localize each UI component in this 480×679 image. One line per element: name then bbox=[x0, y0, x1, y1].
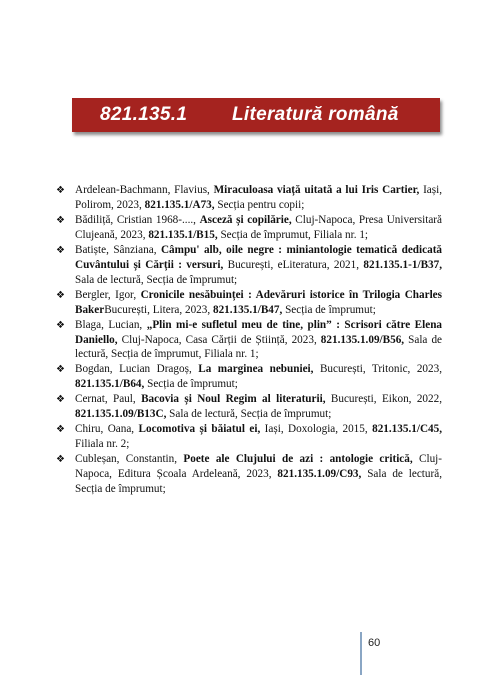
entry-call-number: 821.135.1/B47, bbox=[212, 303, 283, 316]
list-item bbox=[56, 213, 442, 243]
entry-author: Bădiliță, Cristian 1968-...., bbox=[75, 213, 196, 226]
entry-call-number: 821.135.1/B15, bbox=[148, 228, 218, 241]
diamond-ornament-icon: ❖ bbox=[56, 454, 65, 466]
entry-publication: București, Tritonic, 2023, bbox=[319, 363, 442, 376]
entry-call-number: 821.135.1.09/B13C, bbox=[75, 408, 167, 421]
entry-author: Cubleșan, Constantin, bbox=[75, 453, 178, 466]
entry-publication: Cluj-Napoca, Presa Universitară Clujeană, 2023, bbox=[75, 213, 443, 241]
entry-publication: Iași, Polirom, 2023, bbox=[75, 184, 443, 211]
entry-publication: București, Eikon, 2022, bbox=[330, 393, 443, 406]
list-item bbox=[56, 392, 442, 422]
entry-location: Filiala nr. 2; bbox=[75, 438, 130, 451]
section-header-banner bbox=[72, 98, 440, 132]
list-item bbox=[56, 362, 442, 392]
diamond-ornament-icon: ❖ bbox=[56, 364, 65, 376]
entry-location: Sala de lectură, Secția de împrumut; bbox=[75, 273, 238, 286]
entry-publication: Cluj-Napoca, Editura Școala Ardeleană, 2023, bbox=[75, 453, 442, 481]
section-code: 821.135.1 bbox=[100, 104, 188, 125]
diamond-ornament-icon: ❖ bbox=[56, 319, 65, 331]
entry-publication: București, Litera, 2023, bbox=[104, 303, 211, 316]
entry-call-number: 821.135.1/B64, bbox=[75, 378, 145, 391]
list-item bbox=[56, 422, 442, 452]
diamond-ornament-icon: ❖ bbox=[56, 394, 65, 406]
footer-divider bbox=[360, 632, 362, 675]
entry-author: Blaga, Lucian, bbox=[75, 318, 143, 331]
entry-author: Chiru, Oana, bbox=[75, 423, 135, 436]
list-item bbox=[56, 318, 442, 363]
entry-call-number: 821.135.1/C45, bbox=[372, 423, 443, 436]
list-item bbox=[56, 452, 442, 497]
entry-call-number: 821.135.1.09/B56, bbox=[320, 333, 405, 346]
entry-location: Sala de lectură, Secția de împrumut; bbox=[75, 468, 442, 496]
entry-author: Cernat, Paul, bbox=[75, 393, 136, 406]
entry-title: Asceză și copilărie, bbox=[199, 213, 292, 226]
entry-title: Bacovia și Noul Regim al literaturii, bbox=[141, 393, 326, 406]
entry-title: Locomotiva și băiatul ei, bbox=[138, 423, 261, 436]
entry-call-number: 821.135.1-1/B37, bbox=[363, 258, 443, 271]
entry-location: Secția de împrumut; bbox=[285, 303, 376, 316]
entry-call-number: 821.135.1/A73, bbox=[144, 198, 215, 211]
diamond-ornament-icon: ❖ bbox=[56, 244, 65, 256]
entry-author: Bergler, Igor, bbox=[75, 288, 137, 301]
entry-title: Cronicile nesăbuinței : Adevăruri istorice în Trilogia Charles Baker bbox=[75, 288, 443, 316]
list-item bbox=[56, 243, 442, 288]
entry-title: La marginea nebuniei, bbox=[198, 363, 314, 376]
entry-author: Ardelean-Bachmann, Flavius, bbox=[75, 184, 210, 196]
diamond-ornament-icon: ❖ bbox=[56, 214, 65, 226]
entry-location: Secția de împrumut; bbox=[147, 378, 238, 391]
entry-title: Miraculoasa viață uitată a lui Iris Cartier, bbox=[213, 184, 420, 196]
entry-call-number: 821.135.1.09/C93, bbox=[277, 468, 362, 481]
diamond-ornament-icon: ❖ bbox=[56, 424, 65, 436]
bibliography-list bbox=[56, 183, 442, 497]
entry-location: Sala de lectură, Secția de împrumut; bbox=[169, 408, 332, 421]
diamond-ornament-icon: ❖ bbox=[56, 185, 65, 196]
entry-publication: Iași, Doxologia, 2015, bbox=[264, 423, 368, 436]
entry-location: Secția de împrumut, Filiala nr. 1; bbox=[220, 228, 369, 241]
entry-author: Bogdan, Lucian Dragoș, bbox=[75, 363, 192, 376]
entry-publication: București, eLiteratura, 2021, bbox=[227, 258, 360, 271]
diamond-ornament-icon: ❖ bbox=[56, 289, 65, 301]
entry-title: „Plin mi-e sufletul meu de tine, plin” : Scrisori către Elena Daniello, bbox=[75, 318, 443, 346]
section-title: Literatură română bbox=[232, 104, 399, 125]
entry-title: Poete ale Clujului de azi : antologie critică, bbox=[183, 453, 413, 466]
page-number: 60 bbox=[368, 637, 381, 649]
entry-author: Batiște, Sânziana, bbox=[75, 243, 157, 256]
entry-title: Câmpu' alb, oile negre : miniantologie tematică dedicată Cuvântului și Cărții : versuri, bbox=[75, 243, 443, 271]
entry-location: Sala de lectură, Secția de împrumut, Filiala nr. 1; bbox=[75, 333, 443, 361]
list-item bbox=[56, 288, 442, 318]
list-item bbox=[56, 183, 442, 213]
entry-publication: Cluj-Napoca, Casa Cărții de Știință, 2023, bbox=[121, 333, 317, 346]
entry-location: Secția pentru copii; bbox=[217, 198, 305, 211]
